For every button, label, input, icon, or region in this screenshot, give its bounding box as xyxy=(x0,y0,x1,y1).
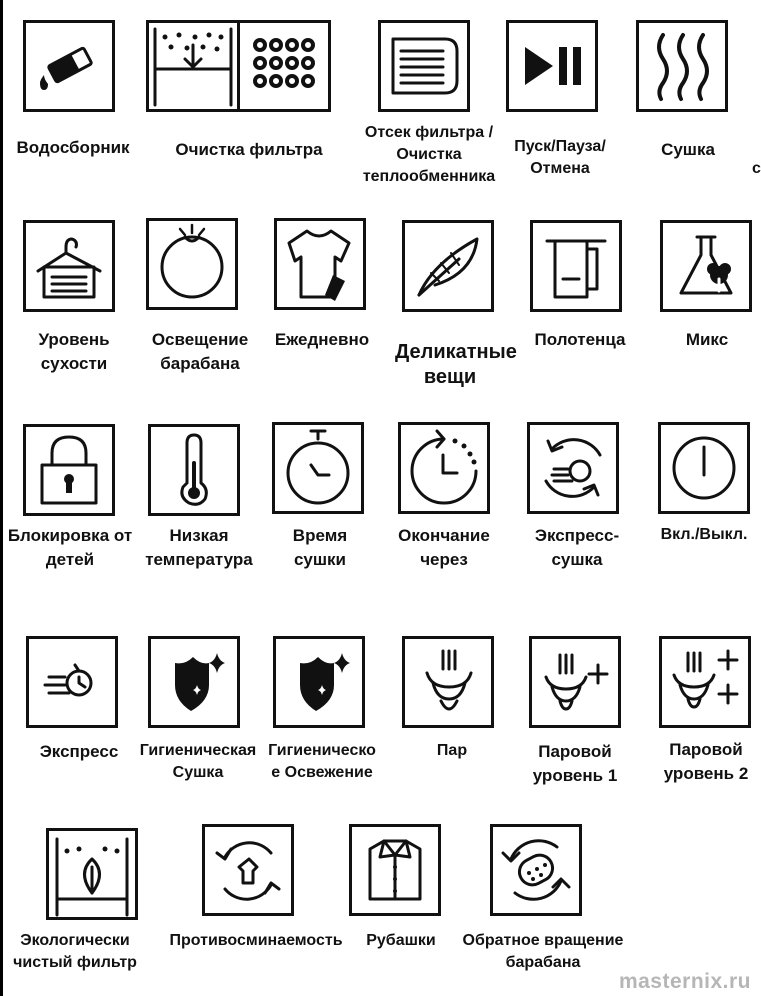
filter-compartment-icon[interactable] xyxy=(378,20,470,112)
filter-clean-icon-a[interactable] xyxy=(146,20,240,112)
eco-filter-icon[interactable] xyxy=(46,828,138,920)
label-drying-time: Время сушки xyxy=(292,526,348,569)
label-steam: Пар xyxy=(436,742,468,759)
anti-crease-icon[interactable] xyxy=(202,824,294,916)
label-express: Экспресс xyxy=(39,742,119,761)
watermark: masternix.ru xyxy=(618,970,751,993)
hygienic-drying-icon[interactable] xyxy=(148,636,240,728)
label-low-temperature: Низкая температура xyxy=(145,526,253,569)
low-temperature-icon[interactable] xyxy=(148,424,240,516)
shirts-icon[interactable] xyxy=(349,824,441,916)
label-eco-filter: Экологически чистый фильтр xyxy=(13,932,137,971)
label-dryness-level-wrap: Уровень сухости xyxy=(38,330,110,373)
label-hygienic-drying: Гигиеническая Сушка xyxy=(139,742,257,781)
mix-icon[interactable] xyxy=(660,220,752,312)
hygienic-refresh-icon[interactable] xyxy=(273,636,365,728)
label-drying: Сушка xyxy=(661,140,715,159)
express-drying-icon[interactable] xyxy=(527,422,619,514)
label-end-in: Окончание через xyxy=(398,526,490,569)
label-power: Вкл./Выкл. xyxy=(660,526,748,543)
label-shirts: Рубашки xyxy=(366,932,436,949)
cut-off-label: с xyxy=(752,160,761,177)
daily-icon[interactable] xyxy=(274,218,366,310)
drum-light-icon[interactable] xyxy=(146,218,238,310)
label-drum-light: Освещение барабана xyxy=(151,330,249,373)
reverse-drum-icon[interactable] xyxy=(490,824,582,916)
label-daily: Ежедневно xyxy=(274,330,370,349)
power-icon[interactable] xyxy=(658,422,750,514)
label-reverse-drum: Обратное вращение барабана xyxy=(462,932,624,971)
delicate-icon[interactable] xyxy=(402,220,494,312)
express-icon[interactable] xyxy=(26,636,118,728)
label-towels: Полотенца xyxy=(534,330,626,349)
steam-level-1-icon[interactable] xyxy=(529,636,621,728)
steam-icon[interactable] xyxy=(402,636,494,728)
label-child-lock: Блокировка от детей xyxy=(7,526,133,569)
label-water-container: Водосборник xyxy=(16,138,130,157)
end-in-icon[interactable] xyxy=(398,422,490,514)
label-filter-compartment: Отсек фильтра /Очистка теплообменника xyxy=(362,124,496,185)
filter-clean-icon-b[interactable] xyxy=(237,20,331,112)
play-pause-icon[interactable] xyxy=(506,20,598,112)
label-play-pause: Пуск/Пауза/ Отмена xyxy=(514,138,606,177)
dryness-level-icon[interactable] xyxy=(23,220,115,312)
label-delicate: Деликатные вещи xyxy=(395,341,517,388)
drying-time-icon[interactable] xyxy=(272,422,364,514)
label-hygienic-refresh: Гигиеническое Освежение xyxy=(268,742,376,781)
label-filter-clean: Очистка фильтра xyxy=(175,140,323,159)
left-border xyxy=(0,0,3,996)
towels-icon[interactable] xyxy=(530,220,622,312)
drying-icon[interactable] xyxy=(636,20,728,112)
label-steam-level-2: Паровой уровень 2 xyxy=(663,740,749,783)
water-container-icon[interactable] xyxy=(23,20,115,112)
label-express-drying: Экспресс-сушка xyxy=(534,526,620,569)
child-lock-icon[interactable] xyxy=(23,424,115,516)
steam-level-2-icon[interactable] xyxy=(659,636,751,728)
label-mix: Микс xyxy=(685,330,729,349)
label-anti-crease: Противосминаемость xyxy=(169,932,343,949)
label-steam-level-1: Паровой уровень 1 xyxy=(532,742,618,785)
